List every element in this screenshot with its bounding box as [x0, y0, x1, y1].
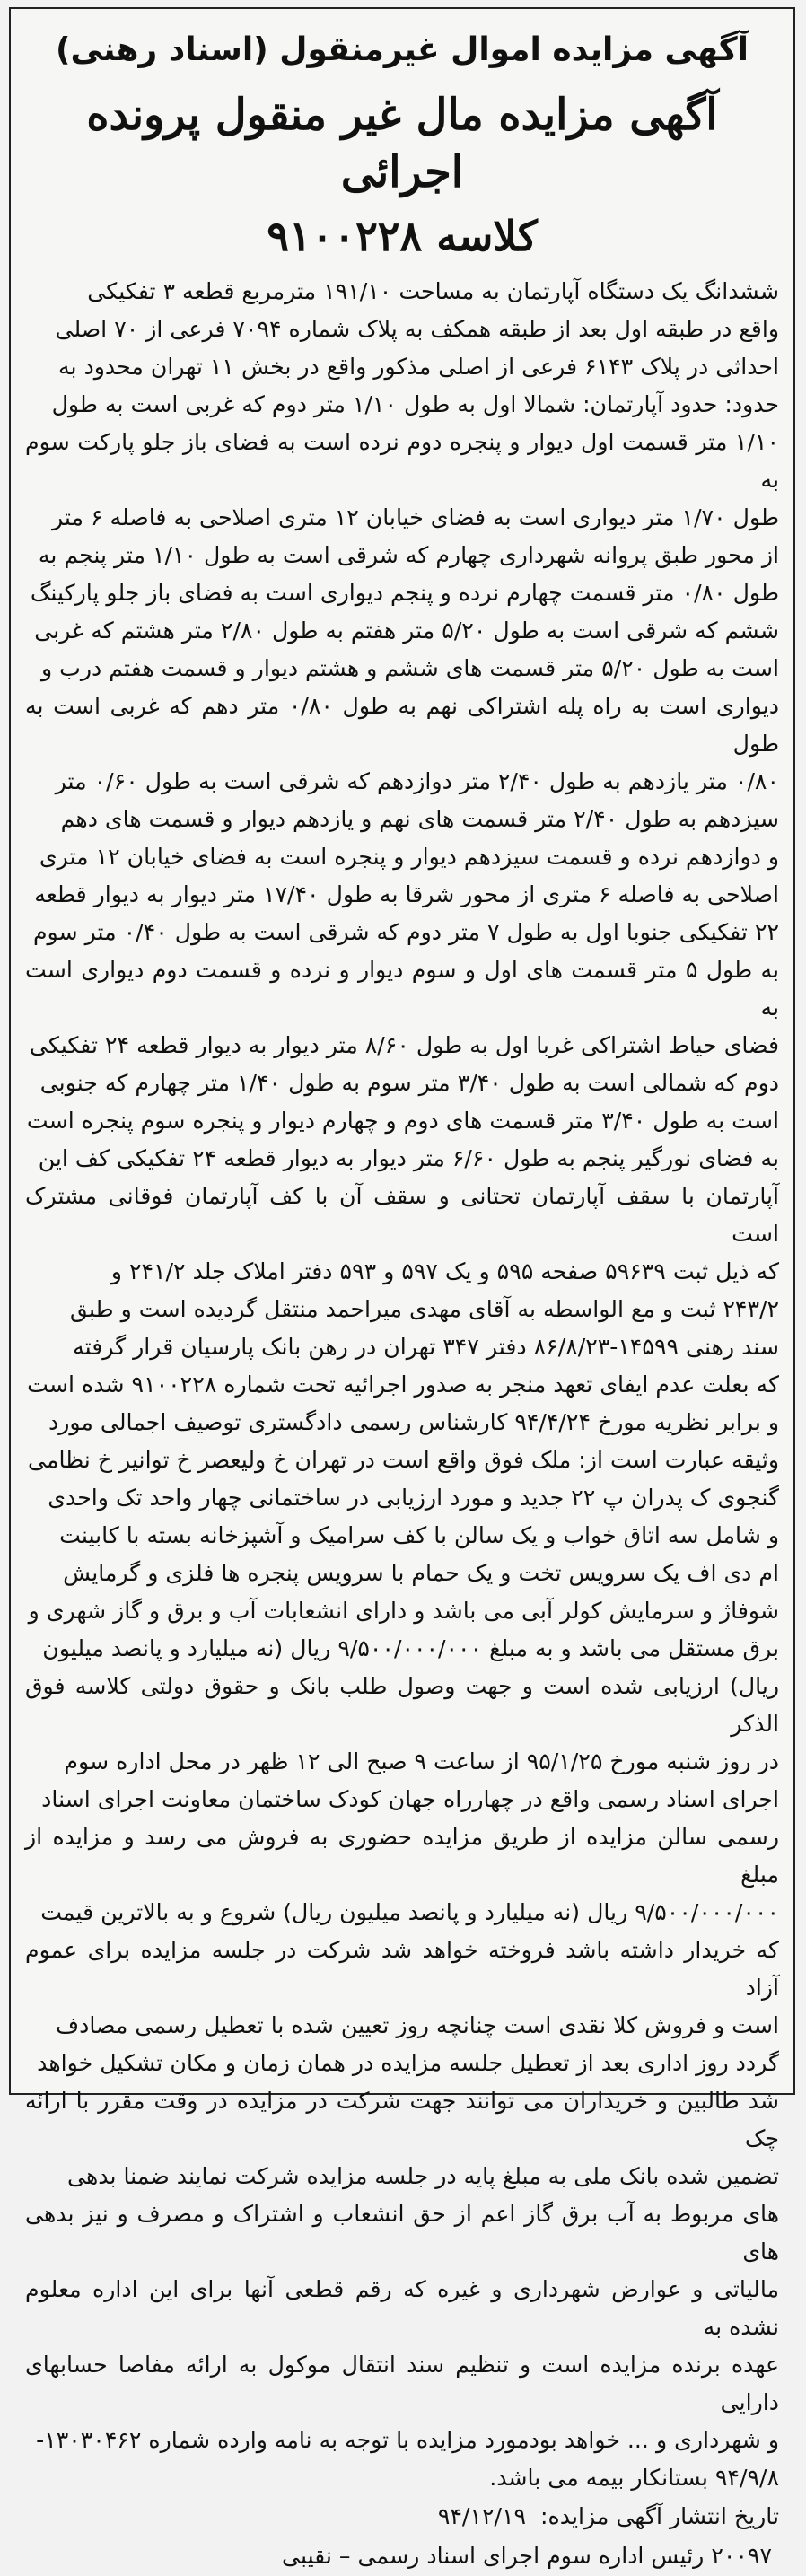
body-line: وثیقه عبارت است از: ملک فوق واقع است در تهران خ ولیعصر خ توانیر خ نظامی — [27, 1447, 779, 1473]
body-line: که خریدار داشته باشد فروخته خواهد شد شرکت در جلسه مزایده برای عموم آزاد — [25, 1937, 779, 2001]
body-line: اجرای اسناد رسمی واقع در چهارراه جهان کودک ساختمان معاونت اجرای اسناد — [41, 1786, 779, 1812]
body-line: فضای حیاط اشتراکی غربا اول به طول ۸/۶۰ متر دیوار به دیوار قطعه ۲۴ تفکیکی — [29, 1032, 779, 1058]
body-line: شوفاژ و سرمایش کولر آبی می باشد و دارای انشعابات آب و برق و گاز شهری و — [28, 1598, 779, 1624]
body-line: شد طالبین و خریداران می توانند جهت شرکت در مزایده در وقت مقرر با ارائه چک — [25, 2088, 779, 2151]
body-line: واقع در طبقه اول بعد از طبقه همکف به پلاک شماره ۷۰۹۴ فرعی از ۷۰ اصلی — [55, 316, 779, 342]
body-line: و شامل سه اتاق خواب و یک سالن با کف سرامیک و آشپزخانه بسته با کابینت — [59, 1522, 779, 1548]
body-line: که بعلت عدم ایفای تعهد منجر به صدور اجرائیه تحت شماره ۹۱۰۰۲۲۸ شده است — [27, 1371, 779, 1398]
body-line: که ذیل ثبت ۵۹۶۳۹ صفحه ۵۹۵ و یک ۵۹۷ و ۵۹۳ دفتر املاک جلد ۲۴۱/۲ و — [110, 1258, 779, 1284]
body-line: اصلاحی به فاصله ۶ متری از محور شرقا به طول ۱۷/۴۰ متر دیوار به دیوار قطعه — [34, 881, 779, 907]
body-line: ۹/۵۰۰/۰۰۰/۰۰۰ ریال (نه میلیارد و پانصد میلیون ریال) شروع و به بالاترین قیمت — [40, 1899, 779, 1925]
body-line: رسمی سالن مزایده از طریق مزایده حضوری به فروش می رسد و مزایده از مبلغ — [25, 1824, 779, 1888]
body-line: و برابر نظریه مورخ ۹۴/۴/۲۴ کارشناس رسمی دادگستری توصیف اجمالی مورد — [48, 1409, 779, 1435]
body-line: ۱/۱۰ متر قسمت اول دیوار و پنجره دوم نرده است به فضای باز جلو پارکت سوم به — [25, 429, 779, 493]
body-line: ۹۴/۹/۸ بستانکار بیمه می باشد. — [489, 2465, 779, 2491]
body-line: های مربوط به آب برق گاز اعم از حق انشعاب و اشتراک و مصرف و نیز بدهی های — [25, 2201, 779, 2265]
body-line: و دوازدهم نرده و قسمت سیزدهم دیوار و پنجره است به فضای خیابان ۱۲ متری — [39, 844, 779, 870]
notice-heading: آگهی مزایده اموال غیرمنقول (اسناد رهنی) — [55, 31, 749, 68]
notice-code: ۲۰۰۹۷ — [711, 2543, 772, 2569]
auction-notice — [9, 7, 795, 2569]
body-line: از محور طبق پروانه شهرداری چهارم که شرقی است به طول ۱/۱۰ متر پنجم به — [38, 542, 779, 568]
notice-title: آگهی مزایده مال غیر منقول پرونده اجرائی — [86, 90, 718, 197]
body-line: گردد روز اداری بعد از تعطیل جلسه مزایده در همان زمان و مکان تشکیل خواهد — [37, 2050, 779, 2076]
body-line: برق مستقل می باشد و به مبلغ ۹/۵۰۰/۰۰۰/۰۰۰ ریال (نه میلیارد و پانصد میلیون — [42, 1635, 779, 1661]
case-number: کلاسه ۹۱۰۰۲۲۸ — [267, 212, 538, 260]
body-line: به فضای نورگیر پنجم به طول ۶/۶۰ متر دیوار به دیوار قطعه ۲۴ تفکیکی کف این — [38, 1145, 779, 1171]
signature-line — [23, 2537, 781, 2576]
body-line: طول ۰/۸۰ متر قسمت چهارم نرده و پنجم دیواری است به فضای باز جلو پارکینگ — [30, 580, 779, 606]
body-line: ششدانگ یک دستگاه آپارتمان به مساحت ۱۹۱/۱۰ مترمربع قطعه ۳ تفکیکی — [87, 278, 779, 304]
body-line: است و فروش کلا نقدی است چنانچه روز تعیین شده با تعطیل رسمی مصادف — [56, 2012, 779, 2038]
body-line: گنجوی ک پدران پ ۲۲ جدید و مورد ارزیابی در ساختمانی چهار واحد تک واحدی — [48, 1485, 779, 1511]
publish-date-label: تاریخ انتشار آگهی مزایده: — [540, 2503, 779, 2529]
body-line: ریال) ارزیابی شده است و جهت وصول طلب بانک و حقوق دولتی کلاسه فوق الذکر — [25, 1673, 779, 1737]
body-line: دوم که شمالی است به طول ۳/۴۰ متر سوم به طول ۱/۴۰ متر چهارم که جنوبی — [39, 1070, 779, 1096]
body-line: و شهرداری و ... خواهد بودمورد مزایده با توجه به نامه وارده شماره ۱۳۰۳۰۴۶۲- — [36, 2427, 779, 2453]
body-line: عهده برنده مزایده است و تنظیم سند انتقال موکول به ارائه مفاصا حسابهای دارایی — [25, 2352, 779, 2415]
body-line: ام دی اف یک سرویس تخت و یک حمام با سرویس پنجره ها فلزی و گرمایش — [63, 1560, 779, 1586]
body-line: است به طول ۵/۲۰ متر قسمت های ششم و هشتم دیوار و قسمت هفتم درب و — [41, 655, 779, 681]
publish-date-line — [23, 2497, 781, 2537]
body-line: احداثی در پلاک ۶۱۴۳ فرعی از اصلی مذکور واقع در بخش ۱۱ تهران محدود به — [57, 354, 779, 380]
body-line: ۲۴۳/۲ ثبت و مع الواسطه به آقای مهدی میراحمد منتقل گردیده است و طبق — [69, 1296, 779, 1322]
body-line: در روز شنبه مورخ ۹۵/۱/۲۵ از ساعت ۹ صبح الی ۱۲ ظهر در محل اداره سوم — [64, 1748, 779, 1774]
body-line: دیواری است به راه پله اشتراکی نهم به طول ۰/۸۰ متر دهم که غربی است به طول — [25, 693, 779, 757]
publish-date: ۹۴/۱۲/۱۹ — [437, 2503, 527, 2529]
body-line: به طول ۵ متر قسمت های اول و سوم دیوار و نرده و قسمت دوم دیواری است به — [25, 957, 779, 1021]
body-line: تضمین شده بانک ملی به مبلغ پایه در جلسه مزایده شرکت نمایند ضمنا بدهی — [66, 2163, 779, 2189]
body-line: ۰/۸۰ متر یازدهم به طول ۲/۴۰ متر دوازدهم که شرقی است به طول ۰/۶۰ متر — [55, 768, 779, 794]
body-line: سیزدهم به طول ۲/۴۰ متر قسمت های نهم و یازدهم دیوار و قسمت های دهم — [60, 806, 779, 832]
body-line: سند رهنی ۱۴۵۹۹-۸۶/۸/۲۳ دفتر ۳۴۷ تهران در رهن بانک پارسیان قرار گرفته — [73, 1334, 779, 1360]
notice-body — [23, 273, 781, 2497]
signature: رئیس اداره سوم اجرای اسناد رسمی – نقیبی — [281, 2543, 705, 2569]
body-line: طول ۱/۷۰ متر دیواری است به فضای خیابان ۱۲ متری اصلاحی به فاصله ۶ متر — [51, 504, 779, 530]
body-line: ۲۲ تفکیکی جنوبا اول به طول ۷ متر دوم که شرقی است به طول ۰/۴۰ متر سوم — [32, 919, 779, 945]
body-line: مالیاتی و عوارض شهرداری و غیره که رقم قطعی آنها برای این اداره معلوم نشده به — [25, 2276, 779, 2340]
body-line: است به طول ۳/۴۰ متر قسمت های دوم و چهارم دیوار و پنجره سوم پنجره است — [26, 1108, 779, 1134]
body-line: آپارتمان با سقف آپارتمان تحتانی و سقف آن با کف آپارتمان فوقانی مشترک است — [25, 1183, 779, 1247]
body-line: حدود: حدود آپارتمان: شمالا اول به طول ۱/۱۰ متر دوم که غربی است به طول — [51, 391, 779, 417]
body-line: ششم که شرقی است به طول ۵/۲۰ متر هفتم به طول ۲/۸۰ متر هشتم که غربی — [34, 618, 779, 644]
